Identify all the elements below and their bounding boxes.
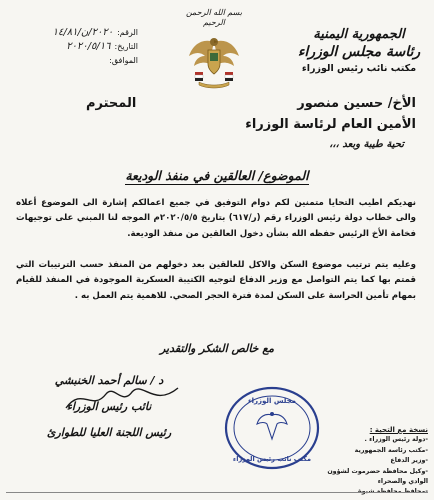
date-row [8,40,138,54]
yemen-eagle-emblem-icon [185,30,243,90]
org-name-line1: الجمهورية اليمنية [313,27,405,42]
date-label: التاريخ: [114,42,138,51]
org-name-line3: مكتب نائب رئيس الوزراء [301,63,417,74]
signatory-role-2: رئيس اللجنة العليا للطوارئ [46,426,172,439]
subject-line [0,168,434,183]
cc-item: -وكيل محافظة حضرموت لشؤون الوادي والصحراء [327,467,428,486]
body-paragraph-2: وعليه يتم ترتيب موضوع السكن والاكل للعالقين بعد دخولهم من المنفذ حسب الترتيبات التي قمتم بها كما يتم التواصل مع وزير الدفاع لتوجيه الكتيبة العسكرية الموجودة في المنفذ للقيام بمهام تأمين الحراسة على السكن لمدة فترة الحجر الصحي. للاهمية يتم العمل به . [16,260,416,301]
cc-item: -وزير الدفاع [390,457,428,465]
ref-row [8,26,138,40]
stamp-top-text: مجلس الوزراء [247,397,297,405]
cc-title: نسخة مع التحية : [369,426,428,434]
cc-item: -دولة رئيس الوزراء . [364,436,428,444]
addressee-title: الأمين العام لرئاسة الوزراء [245,117,416,132]
basmala: بسم الله الرحمن الرحيم [185,8,243,27]
cc-item: -مكتب رئاسة الجمهورية [354,446,428,454]
official-stamp [222,383,322,473]
addressee-line [16,96,416,111]
letterhead-emblem [178,8,250,90]
footer-divider [6,492,428,493]
ref-value: ٢٠٢٠/ن/١٤/٨١ [52,27,114,38]
cc-item: -محافظ محافظة شبوة [358,488,428,496]
org-name-line2: رئاسة مجلس الوزراء [297,44,421,60]
body-paragraph-1: نهديكم اطيب التحايا متمنين لكم دوام التوفيق في جميع اعمالكم إشارة الى الموضوع أعلاه والى خطاب دولة رئيس الوزراء رقم (ر/٦١٧) بتاريخ ٢٠٢٠/٥/٥م الموجه لنا المبني على توجيهات فخامة الأخ الرئيس حفظه الله بشأن دخول العالقين من منفذ الوديعة. [16,198,416,239]
corresponding-label: الموافق: [109,56,138,65]
signature-block [4,368,214,446]
signatory-name: د / سالم أحمد الخنبشي [54,374,164,387]
signatory-role-1: نائب رئيس الوزراء [66,400,152,413]
closing: مع خالص الشكر والتقدير [159,342,275,355]
addressee-name: الأخ/ حسين منصور [297,96,416,111]
corresponding-row [8,54,138,68]
greeting: تحية طيبة وبعد ،،، [329,139,404,150]
cc-list [310,425,428,498]
addressee-honorific: المحترم [86,96,137,111]
reference-block [8,26,138,68]
letterhead-org [294,26,424,76]
ref-label: الرقم: [117,28,138,37]
date-value: ٢٠٢٠/٥/١٦ [66,41,111,52]
stamp-bottom-text: مكتب نائب رئيس الوزراء [232,455,312,463]
subject-text: الموضوع/ العالقين في منفذ الوديعة [125,168,309,183]
